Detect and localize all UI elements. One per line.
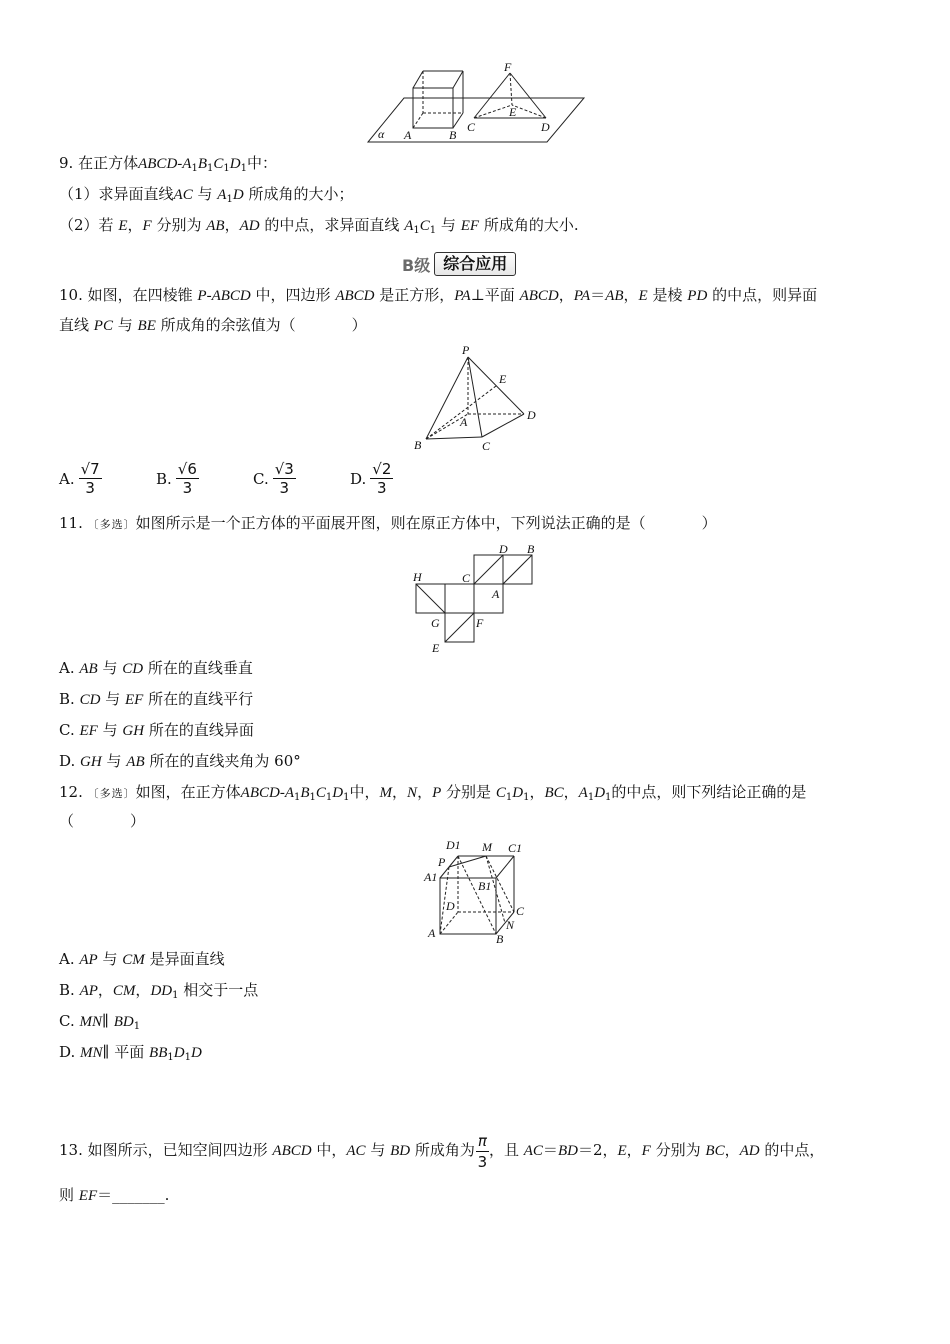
label-D: D xyxy=(499,542,508,556)
q10-option-b[interactable]: B. $\frac{√6}{3}$ xyxy=(156,460,197,497)
figure-cube-net xyxy=(410,540,540,655)
label-A: A xyxy=(492,587,500,601)
q13-stem-line1: 13. 如图所示，已知空间四边形 ABCD 中，AC 与 BD 所成角为 $\frac{\pi}{3}$ ，且 AC＝BD＝2，E，F 分别为 BC，AD 的中点， xyxy=(59,1131,825,1171)
label-M: M xyxy=(482,840,492,854)
label-C: C xyxy=(516,904,525,918)
label-D: D xyxy=(527,408,536,422)
figure-pyramid-pabcd xyxy=(408,342,543,454)
label-N: N xyxy=(506,918,515,932)
q11-option-b[interactable]: B. CD 与 EF 所在的直线平行 xyxy=(59,690,254,708)
label-P: P xyxy=(462,343,470,357)
label-D1: D1 xyxy=(446,838,461,852)
multi-select-tag: 〔多选〕 xyxy=(87,518,136,531)
label-E: E xyxy=(499,372,507,386)
q13-stem-line2: 则 EF＝_______. xyxy=(59,1186,170,1204)
label-C1: C1 xyxy=(508,841,523,855)
answer-blank[interactable]: ＝_______. xyxy=(97,1186,170,1204)
label-B: B xyxy=(496,932,504,944)
label-E: E xyxy=(432,641,440,655)
label-B: B xyxy=(527,542,535,556)
q10-option-a[interactable]: A. $\frac{√7}{3}$ xyxy=(59,460,100,497)
label-A: A xyxy=(460,415,468,429)
label-H: H xyxy=(413,570,422,584)
label-D: D xyxy=(446,899,455,913)
label-D: D xyxy=(541,120,550,134)
q11-option-c[interactable]: C. EF 与 GH 所在的直线异面 xyxy=(59,721,254,739)
q9-stem: 9. 在正方体ABCD-$A_1B_1C_1D_1$中： xyxy=(59,154,277,174)
label-B: B xyxy=(449,128,457,142)
label-C: C xyxy=(462,571,471,585)
label-B1: B1 xyxy=(478,879,492,893)
label-A: A xyxy=(404,128,412,142)
label-E: E xyxy=(509,105,517,119)
q11-stem: 11. 〔多选〕如图所示是一个正方体的平面展开图，则在原正方体中，下列说法正确的是（ ） xyxy=(59,514,717,532)
q10-option-c[interactable]: C. $\frac{√3}{3}$ xyxy=(253,460,294,497)
q9-part2: （2）若 E，F 分别为 AB，AD 的中点，求异面直线 $A_1C_1$ 与 EF 所成角的大小. xyxy=(59,216,579,236)
q12-option-d[interactable]: D. MN∥ 平面 $BB_1D_1D$ xyxy=(59,1043,202,1063)
q10-stem-line2: 直线 PC 与 BE 所成角的余弦值为（ ） xyxy=(59,316,367,334)
q10-option-d[interactable]: D. $\frac{√2}{3}$ xyxy=(350,460,392,497)
multi-select-tag: 〔多选〕 xyxy=(87,787,136,800)
label-A: A xyxy=(428,926,436,940)
label-F: F xyxy=(476,616,484,630)
label-B: B xyxy=(414,438,422,452)
label-A1: A1 xyxy=(424,870,438,884)
label-C: C xyxy=(482,439,491,453)
label-G: G xyxy=(431,616,440,630)
section-badge xyxy=(402,251,516,277)
q12-stem-line1: 12. 〔多选〕如图，在正方体ABCD-$A_1B_1C_1D_1$中，M，N，P 分别是 $C_1D_1$，BC，$A_1D_1$的中点，则下列结论正确的是 xyxy=(59,783,807,803)
q11-option-d[interactable]: D. GH 与 AB 所在的直线夹角为 60° xyxy=(59,752,301,770)
section-level: B级 xyxy=(402,255,431,275)
q10-stem-line1: 10. 如图，在四棱锥 P-ABCD 中，四边形 ABCD 是正方形，PA⊥平面 ABCD，PA＝AB，E 是棱 PD 的中点，则异面 xyxy=(59,286,818,304)
label-P: P xyxy=(438,855,446,869)
q12-stem-line2: （ ） xyxy=(59,812,146,830)
q9-part1: （1）求异面直线AC 与 $A_1D$ 所成角的大小； xyxy=(59,185,354,205)
q12-option-b[interactable]: B. AP，CM，$DD_1$ 相交于一点 xyxy=(59,981,259,1001)
section-title: 综合应用 xyxy=(434,252,516,276)
label-F: F xyxy=(504,60,512,74)
q11-option-a[interactable]: A. AB 与 CD 所在的直线垂直 xyxy=(59,659,253,677)
label-C: C xyxy=(467,120,476,134)
figure-cube-mnp xyxy=(420,836,530,944)
q12-option-a[interactable]: A. AP 与 CM 是异面直线 xyxy=(59,950,225,968)
q12-option-c[interactable]: C. MN∥ $BD_1$ xyxy=(59,1012,141,1032)
label-alpha: α xyxy=(378,127,385,141)
figure-cube-pyramid-plane xyxy=(364,60,589,148)
